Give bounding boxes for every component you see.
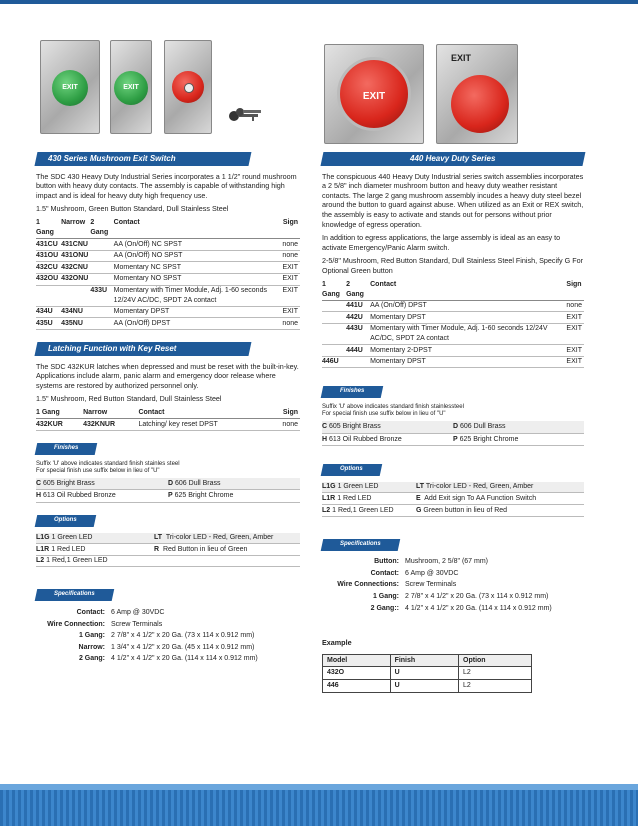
section-header-specifications-right: Specifications: [321, 539, 400, 551]
th-contact: Contact: [138, 408, 271, 419]
th-1gang: 1 Gang: [36, 218, 61, 239]
options-table: [36, 533, 300, 568]
latch-subtitle: 1.5" Mushroom, Red Button Standard, Dull Stainless Steel: [36, 394, 222, 404]
cell: 432KUR: [36, 419, 83, 431]
cell: 446: [323, 679, 391, 692]
cell: EXIT: [566, 345, 584, 357]
table-row: [36, 306, 300, 318]
section-header-430: 430 Series Mushroom Exit Switch: [35, 152, 252, 166]
cell: EXIT: [566, 312, 584, 324]
table-row: [322, 556, 584, 568]
finish-note-2: For special finish use suffix below in lieu of "U": [36, 468, 160, 475]
red-button: EXIT: [337, 57, 411, 131]
key-slot-icon: [184, 83, 194, 93]
cell: none: [282, 239, 300, 251]
footer-bar: [0, 790, 638, 826]
s430-description: The SDC 430 Heavy Duty Industrial Series incorporates a 1 1/2" round mushroom button with heavy duty contacts. The assembly is capable of withstanding high impact and is ideal for heavy duty high frequency use.: [36, 171, 297, 200]
table-row: [322, 323, 584, 344]
table-row: [36, 250, 300, 262]
cell: none: [282, 250, 300, 262]
table-row: [322, 356, 584, 368]
cell: 446U: [322, 356, 346, 368]
section-header-options: Options: [35, 515, 96, 527]
cell: EXIT: [282, 273, 300, 285]
finishes-grid: [36, 478, 300, 503]
cell: 434U: [36, 306, 61, 318]
cell: 431OU: [36, 250, 61, 262]
cell: 2 Gang::: [370, 604, 399, 612]
section-header-latching: Latching Function with Key Reset: [35, 342, 252, 356]
cell: 432KNUR: [83, 419, 138, 431]
cell: 431ONU: [61, 250, 90, 262]
table-row: [322, 345, 584, 357]
section-header-specifications: Specifications: [35, 589, 114, 601]
cell: 2 7/8" x 4 1/2" x 20 Ga. (73 x 114 x 0.912 mm): [111, 632, 255, 640]
cell: Contact:: [76, 609, 105, 616]
s430-table: [36, 218, 300, 330]
th-finish: Finish: [390, 654, 458, 667]
cell: [90, 273, 113, 285]
cell: [61, 285, 90, 306]
table-row: L1R 1 Red LED R Red Button in lieu of Green: [36, 544, 300, 556]
th-contact: Contact: [114, 218, 283, 239]
latch-table: [36, 408, 300, 431]
cell: 6 Amp @ 30VDC: [405, 569, 459, 577]
finish-note-1: Suffix 'U' above indicates standard finish stainlessteel: [322, 403, 464, 410]
cell: 441U: [346, 300, 370, 312]
section-header-options-right: Options: [321, 464, 382, 476]
cell: Momentary with Timer Module, Adj. 1-60 seconds 12/24V AC/DC, SPDT 2A contact: [370, 323, 566, 344]
green-exit-switch-image-1: [40, 40, 100, 134]
table-row: [36, 285, 300, 306]
specs-table-right: [322, 556, 584, 614]
table-row: [36, 653, 300, 665]
cell: [36, 285, 61, 306]
cell: Contact:: [370, 569, 399, 577]
green-exit-switch-image-2: [110, 40, 152, 134]
cell: AA (On/Off) DPST: [370, 300, 566, 312]
finish-item: D 606 Dull Brass: [453, 421, 584, 434]
green-button: EXIT: [52, 70, 88, 106]
example-title: Example: [322, 638, 352, 648]
cell: Momentary DPST: [370, 356, 566, 368]
cell: 443U: [346, 323, 370, 344]
specs-table: [36, 607, 300, 665]
latch-description: The SDC 432KUR latches when depressed and must be reset with the built-in-key. Applications include alarm, panic alarm and emergency door release where systems are restored by authorized personnel only.: [36, 361, 299, 390]
red-exit-switch-image-1: [324, 44, 424, 144]
cell: [90, 239, 113, 251]
finishes-grid-right: [322, 421, 584, 446]
cell: 1 Gang:: [372, 593, 399, 600]
cell: 434NU: [61, 306, 90, 318]
cell: [322, 345, 346, 357]
cell: Button:: [374, 558, 399, 566]
cell: Latching/ key reset DPST: [138, 419, 271, 431]
table-row: [36, 642, 300, 654]
cell: AA (On/Off) NC SPST: [114, 239, 283, 251]
cell: Momentary DPST: [114, 306, 283, 318]
cell: EXIT: [566, 323, 584, 344]
cell: Momentary DPST: [370, 312, 566, 324]
cell: [90, 250, 113, 262]
cell: Screw Terminals: [111, 620, 163, 628]
cell: [90, 262, 113, 274]
cell: 2 7/8" x 4 1/2" x 20 Ga. (73 x 114 x 0.912 mm): [405, 593, 549, 600]
cell: 432ONU: [61, 273, 90, 285]
table-row: [322, 579, 584, 591]
cell: 432OU: [36, 273, 61, 285]
th-1gang: 1 Gang: [36, 408, 83, 419]
finish-item: P 625 Bright Chrome: [168, 490, 300, 503]
left-column: [36, 150, 300, 665]
cell: AA (On/Off) DPST: [114, 318, 283, 330]
s440-description-1: The conspicuous 440 Heavy Duty Industrial series switch assemblies incorporates a 2 5/8" inch diameter mushroom button and heavy duty weather resistant contacts. The large 2 gang mushroom assembly incudes a heavy duty steel bezel around the button to guard against abuse. When utilized as an Exit or REX switch, the assembly is easy to activate and stands out for persons without prior knowledge of egress operation.: [322, 171, 584, 229]
red-key-switch-image: [164, 40, 212, 134]
finish-item: D 606 Dull Brass: [168, 478, 300, 491]
table-row: [36, 619, 300, 631]
green-button: EXIT: [114, 71, 148, 105]
cell: 431CU: [36, 239, 61, 251]
table-row: [322, 568, 584, 580]
section-header-finishes-right: Finishes: [321, 386, 384, 398]
cell: 432CNU: [61, 262, 90, 274]
finish-item: H 613 Oil Rubbed Bronze: [322, 434, 453, 447]
cell: [90, 306, 113, 318]
example-table: [322, 654, 532, 693]
th-contact: Contact: [370, 280, 566, 301]
th-option: Option: [459, 654, 532, 667]
cell: 444U: [346, 345, 370, 357]
red-exit-switch-image-2: [436, 44, 518, 144]
cell: Narrow:: [78, 643, 105, 651]
exit-sign: EXIT: [451, 53, 472, 63]
th-model: Model: [323, 654, 391, 667]
cell: [322, 323, 346, 344]
s430-subtitle: 1.5" Mushroom, Green Button Standard, Dull Stainless Steel: [36, 204, 229, 214]
cell: U: [390, 667, 458, 680]
th-2gang: 2 Gang: [90, 218, 113, 239]
cell: U: [390, 679, 458, 692]
cell: EXIT: [566, 356, 584, 368]
cell: 435NU: [61, 318, 90, 330]
th-2gang: 2 Gang: [346, 280, 370, 301]
cell: [322, 300, 346, 312]
finish-note-1: Suffix 'U' above indicates standard finish stainles steel: [36, 460, 180, 467]
cell: EXIT: [282, 285, 300, 306]
cell: AA (On/Off) NO SPST: [114, 250, 283, 262]
cell: 435U: [36, 318, 61, 330]
finish-note-2: For special finish use suffix below in lieu of "U": [322, 411, 446, 418]
table-row: [322, 603, 584, 615]
table-row: L1G 1 Green LED LT Tri-color LED - Red, Green, Amber: [322, 482, 584, 493]
table-row: [36, 273, 300, 285]
cell: [346, 356, 370, 368]
cell: 4 1/2" x 4 1/2" x 20 Ga. (114 x 114 x 0.912 mm): [405, 604, 552, 612]
table-row: L1R 1 Red LED E Add Exit sign To AA Function Switch: [322, 493, 584, 505]
cell: 433U: [90, 285, 113, 306]
cell: 431CNU: [61, 239, 90, 251]
cell: 2 Gang:: [78, 655, 105, 663]
options-table-right: [322, 482, 584, 517]
cell: Momentary with Timer Module, Adj. 1-60 seconds 12/24V AC/DC, SPDT 2A contact: [114, 285, 283, 306]
th-sign: Sign: [566, 280, 584, 301]
section-header-finishes: Finishes: [35, 443, 98, 455]
table-row: [36, 419, 300, 431]
cell: none: [566, 300, 584, 312]
table-row: [36, 607, 300, 619]
finish-item: C 605 Bright Brass: [322, 421, 453, 434]
cell: [322, 312, 346, 324]
cell: 4 1/2" x 4 1/2" x 20 Ga. (114 x 114 x 0.912 mm): [111, 655, 258, 663]
red-button: [451, 75, 509, 133]
table-row: [36, 318, 300, 330]
cell: 432CU: [36, 262, 61, 274]
table-row: [36, 630, 300, 642]
cell: EXIT: [282, 306, 300, 318]
cell: Screw Terminals: [405, 581, 457, 589]
cell: EXIT: [282, 262, 300, 274]
cell: [90, 318, 113, 330]
cell: 1 3/4" x 4 1/2" x 20 Ga. (45 x 114 x 0.912 mm): [111, 643, 255, 651]
section-header-440: 440 Heavy Duty Series: [321, 152, 586, 166]
table-row: [322, 300, 584, 312]
cell: Momentary 2-DPST: [370, 345, 566, 357]
th-1gang: 1 Gang: [322, 280, 346, 301]
cell: L2: [459, 667, 532, 680]
th-sign: Sign: [282, 218, 300, 239]
s440-subtitle: 2-5/8" Mushroom, Red Button Standard, Dull Stainless Steel Finish, Specify G For Optional Green button: [322, 256, 584, 275]
cell: 442U: [346, 312, 370, 324]
table-row: [36, 262, 300, 274]
cell: Wire Connections:: [337, 581, 399, 589]
cell: Momentary NC SPST: [114, 262, 283, 274]
s440-description-2: In addition to egress applications, the large assembly is ideal as an easy to activate Emergency/Panic Alarm switch.: [322, 233, 561, 252]
table-row: [322, 591, 584, 603]
table-row: [36, 239, 300, 251]
table-row: [323, 667, 532, 680]
th-narrow: Narrow: [61, 218, 90, 239]
cell: 6 Amp @ 30VDC: [111, 609, 165, 616]
table-row: L2 1 Red,1 Green LED G Green button in lieu of Red: [322, 505, 584, 517]
cell: L2: [459, 679, 532, 692]
finish-item: H 613 Oil Rubbed Bronze: [36, 490, 168, 503]
th-sign: Sign: [271, 408, 300, 419]
table-row: [323, 679, 532, 692]
s440-table: [322, 280, 584, 369]
cell: Wire Connection:: [47, 620, 105, 628]
cell: none: [282, 318, 300, 330]
cell: 1 Gang:: [78, 632, 105, 640]
table-row: [322, 312, 584, 324]
th-narrow: Narrow: [83, 408, 138, 419]
table-row: L2 1 Red,1 Green LED: [36, 555, 300, 567]
cell: Mushroom, 2 5/8" (67 mm): [405, 558, 489, 566]
cell: 432O: [323, 667, 391, 680]
table-row: L1G 1 Green LED LT Tri-color LED - Red, Green, Amber: [36, 533, 300, 544]
cell: Momentary NO SPST: [114, 273, 283, 285]
finish-item: C 605 Bright Brass: [36, 478, 168, 491]
keys-icon: [226, 106, 266, 126]
finish-item: P 625 Bright Chrome: [453, 434, 584, 447]
cell: none: [271, 419, 300, 431]
right-column: [322, 150, 584, 693]
top-rule: [0, 0, 638, 4]
